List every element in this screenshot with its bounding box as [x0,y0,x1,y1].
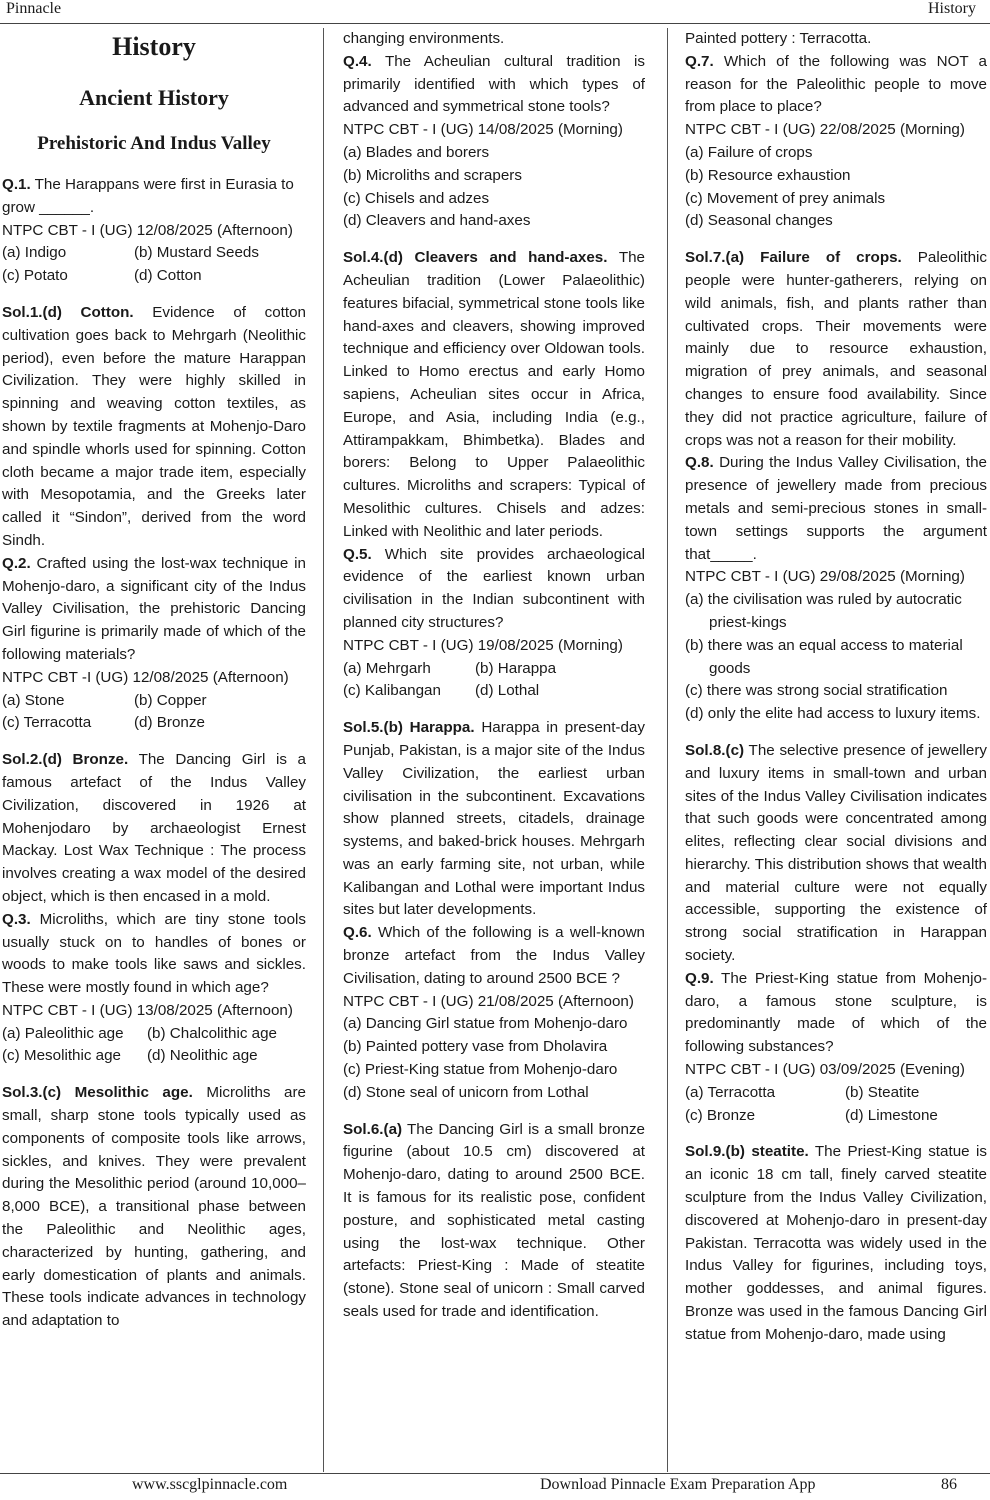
solution-answer: Bronze. [72,751,129,769]
solution-number: Sol.6.(a) [343,1120,403,1138]
solution-number: Sol.9.(b) [685,1143,745,1161]
question-number: Q.4. [343,52,372,70]
exam-reference: NTPC CBT -I (UG) 12/08/2025 (Afternoon) [2,668,289,686]
solution-text: The Dancing Girl is a famous artefact of the Indus Valley Civilization, discovered in 1926 at Mohenjodaro by archaeologist Ernest Mackay. Lost Wax Technique : The process involves creating a wax model of the desired object, which is then encased in a mold. [2,751,306,905]
solution-answer: Cotton. [80,303,134,321]
solution-8 [685,740,987,968]
solution-text: The Dancing Girl is a small bronze figurine (about 10.5 cm) discovered at Mohenjo-daro, dating to around 2500 BCE. It is famous for its realistic pose, confident posture, and sophisticated metal casting using the lost-wax technique. Other artefacts: Priest-King : Made of steatite (stone). Stone seal of unicorn : Small carved seals used for trade and identification. [343,1120,646,1321]
solution-3 [2,1082,306,1333]
question-text: The Acheulian cultural tradition is primarily identified with which types of advanced and symmetrical stone tools? [343,52,646,116]
question-number: Q.5. [343,545,372,563]
solution-2 [2,749,306,909]
option-b: (b) Painted pottery vase from Dholavira [343,1038,608,1056]
question-9 [685,968,987,1128]
option-d: (d) Neolithic age [147,1047,258,1065]
question-2 [2,553,306,735]
solution-number: Sol.8.(c) [685,741,745,759]
option-b: (b) Steatite [845,1083,920,1101]
question-text: Which site provides archaeological evidence of the earliest known urban civilisation in the Indian subcontinent with planned city structures? [343,545,645,631]
solution-text: Evidence of cotton cultivation goes back to Mehrgarh (Neolithic period), even before the mature Harappan Civilization. They were highly skilled in spinning and weaving cotton textiles, as shown by textile fragments at Mohenjo-Daro and spindle whorls used for spinning. Cotton cloth became a major trade item, especially with Mesopotamia, and the Greeks later called it “Sindon”, derived from the word Sindh. [2,303,306,549]
option-d: (d) Bronze [134,714,205,732]
question-3 [2,909,306,1069]
question-8 [685,452,987,726]
solution-number: Sol.3.(c) [2,1084,62,1102]
solution-number: Sol.4.(d) [343,249,403,267]
option-b: (b) Harappa [475,659,557,677]
option-b: (b) there was an equal access to material goods [685,636,963,677]
question-7 [685,51,987,233]
question-6 [343,922,645,1104]
option-b: (b) Chalcolithic age [147,1024,277,1042]
exam-reference: NTPC CBT - I (UG) 14/08/2025 (Morning) [343,121,623,139]
option-c: (c) Terracotta [2,714,92,732]
question-number: Q.9. [685,969,714,987]
solution-answer: Cleavers and hand-axes. [414,249,608,267]
question-text: Microliths, which are tiny stone tools usually stuck on to handles of bones or woods to make tools like saws and sickles. These were mostly found in which age? [2,910,306,997]
option-a: (a) the civilisation was ruled by autocratic priest-kings [685,591,962,631]
question-number: Q.2. [2,554,31,572]
header-subject: History [928,0,976,17]
page-number: 86 [941,1476,957,1493]
option-c: (c) Potato [2,267,68,285]
page-title: History [112,32,196,61]
solution-number: Sol.5.(b) [343,719,403,737]
question-text: Which of the following is a well-known bronze artefact from the Indus Valley Civilisation, dating to around 2500 BCE ? [343,924,645,987]
question-5 [343,544,645,704]
column-divider [667,28,668,1472]
option-a: (a) Mehrgarh [343,659,431,677]
solution-text: Paleolithic people were hunter-gatherers, relying on wild animals, fish, and plants rather than cultivated crops. Their movements were mainly due to resource exhaustion, migration of prey animals, and seasonal changes to ensure food availability. Since they did not practice agriculture, failure of crops was not a reason for their mobility. [685,249,987,449]
option-d: (d) Seasonal changes [685,212,833,230]
option-a: (a) Dancing Girl statue from Mohenjo-daro [343,1015,628,1033]
solution-6 [343,1119,645,1324]
option-d: (d) Lothal [475,682,540,700]
footer-app-promo: Download Pinnacle Exam Preparation App [540,1476,816,1493]
solution-answer: Failure of crops. [760,249,902,267]
header-divider [0,23,990,24]
option-c: (c) Priest-King statue from Mohenjo-daro [343,1061,618,1079]
question-text: The Priest-King statue from Mohenjo-daro, a famous stone sculpture, is predominantly made of which of the following substances? [685,969,987,1056]
exam-reference: NTPC CBT - I (UG) 03/09/2025 (Evening) [685,1061,965,1079]
exam-reference: NTPC CBT - I (UG) 13/08/2025 (Afternoon) [2,1001,293,1019]
solution-answer: Harappa. [409,719,475,737]
solution-9 [685,1141,987,1346]
solution-5 [343,717,645,922]
question-text: During the Indus Valley Civilisation, the presence of jewellery made from precious metals and semi-precious stones in small-town settings supports the argument that_____. [685,454,987,563]
column-left [2,28,306,1333]
column-right [685,28,987,1347]
question-1 [2,174,306,288]
continued-text: changing environments. [343,30,505,47]
column-middle [343,28,645,1324]
solution-number: Sol.7.(a) [685,249,745,267]
option-b: (b) Mustard Seeds [134,244,259,262]
question-number: Q.1. [2,176,31,193]
option-d: (d) Limestone [845,1106,938,1124]
page-header [0,0,990,24]
question-number: Q.3. [2,910,31,928]
solution-text: The Priest-King statue is an iconic 18 cm tall, finely carved steatite sculpture from the Indus Valley Civilization, discovered at Mohenjo-daro in present-day Pakistan. Terracotta was widely used in the Indus Valley for figurines, including toys, mother goddesses, and animal figures. Bronze was used in the famous Dancing Girl statue from Mohenjo-daro, made using [685,1143,987,1343]
solution-answer: Mesolithic age. [74,1084,193,1102]
option-c: (c) Bronze [685,1106,756,1124]
solution-4 [343,247,645,543]
exam-reference: NTPC CBT - I (UG) 19/08/2025 (Morning) [343,636,623,654]
option-d: (d) Stone seal of unicorn from Lothal [343,1083,589,1101]
solution-1 [2,302,306,553]
footer-divider [0,1473,990,1474]
question-4 [343,51,645,233]
column-divider [323,28,324,1472]
option-b: (b) Microliths and scrapers [343,166,522,184]
option-c: (c) there was strong social stratification [685,682,948,700]
section-title: Prehistoric And Indus Valley [37,133,271,154]
continued-text: Painted pottery : Terracotta. [685,30,872,47]
option-a: (a) Failure of crops [685,143,813,161]
option-c: (c) Chisels and adzes [343,189,490,207]
solution-text: Harappa in present-day Punjab, Pakistan, is a major site of the Indus Valley Civilization, the earliest urban civilisation in the subcontinent. Excavations show planned streets, citadels, drainage systems, and baked-brick houses. Mehrgarh was an early farming site, not urban, while Kalibangan and Lothal were important Indus sites but later developments. [343,719,645,919]
question-text: The Harappans were first in Eurasia to grow ______. [2,176,294,216]
exam-reference: NTPC CBT - I (UG) 12/08/2025 (Afternoon) [2,221,293,239]
question-number: Q.7. [685,52,714,70]
exam-reference: NTPC CBT - I (UG) 22/08/2025 (Morning) [685,121,965,139]
option-d: (d) only the elite had access to luxury items. [685,705,981,723]
chapter-title: Ancient History [79,85,229,110]
footer-website-link[interactable]: www.sscglpinnacle.com [132,1476,288,1493]
option-b: (b) Copper [134,691,207,709]
option-a: (a) Indigo [2,244,67,262]
solution-text: The selective presence of jewellery and luxury items in small-town and urban sites of the Indus Valley Civilisation indicates that such goods were concentrated among elites, reflecting clear social divisions and hierarchy. This distribution shows that wealth and material culture were not equally accessible, supporting the existence of strong social stratification in Harappan society. [685,741,987,965]
option-a: (a) Paleolithic age [2,1024,124,1042]
option-b: (b) Resource exhaustion [685,166,851,184]
option-c: (c) Mesolithic age [2,1047,122,1065]
option-d: (d) Cotton [134,267,202,285]
option-a: (a) Terracotta [685,1083,776,1101]
solution-7 [685,247,987,452]
option-c: (c) Movement of prey animals [685,189,886,207]
solution-text: The Acheulian tradition (Lower Palaeolithic) features bifacial, symmetrical stone tools like hand-axes and cleavers, showing improved technique and efficiency over Oldowan tools. Linked to Homo erectus and early Homo sapiens, Acheulian sites occur in Africa, Europe, and Asia, including India (e.g., Attirampakkam, Bhimbetka). Blades and borers: Belong to Upper Palaeolithic cultures. Microliths and scrapers: Typical of Mesolithic cultures. Chisels and adzes: Linked with Neolithic and later periods. [343,249,645,540]
header-brand: Pinnacle [6,0,62,17]
exam-reference: NTPC CBT - I (UG) 29/08/2025 (Morning) [685,568,965,586]
solution-text: Microliths are small, sharp stone tools typically used as components of composite tools like arrows, sickles, and knives. They were prevalent during the Mesolithic period (around 10,000–8,000 BCE), a transitional phase between the Paleolithic and Neolithic ages, characterized by hunting, gathering, and early domestication of plants and animals. These tools indicate advances in technology and adaptation to [2,1084,306,1330]
solution-number: Sol.2.(d) [2,751,62,769]
page-footer [0,1476,990,1500]
question-text: Which of the following was NOT a reason for the Paleolithic people to move from place to place? [685,52,987,116]
question-text: Crafted using the lost-wax technique in Mohenjo-daro, a significant city of the Indus Valley Civilisation, the prehistoric Dancing Girl figurine is primarily made of which of the following materials? [2,554,306,663]
solution-number: Sol.1.(d) [2,303,62,321]
option-c: (c) Kalibangan [343,682,441,700]
question-number: Q.6. [343,924,372,942]
option-d: (d) Cleavers and hand-axes [343,212,531,230]
option-a: (a) Stone [2,691,65,709]
question-number: Q.8. [685,454,714,472]
option-a: (a) Blades and borers [343,143,490,161]
solution-answer: steatite. [751,1143,809,1161]
exam-reference: NTPC CBT - I (UG) 21/08/2025 (Afternoon) [343,992,634,1010]
